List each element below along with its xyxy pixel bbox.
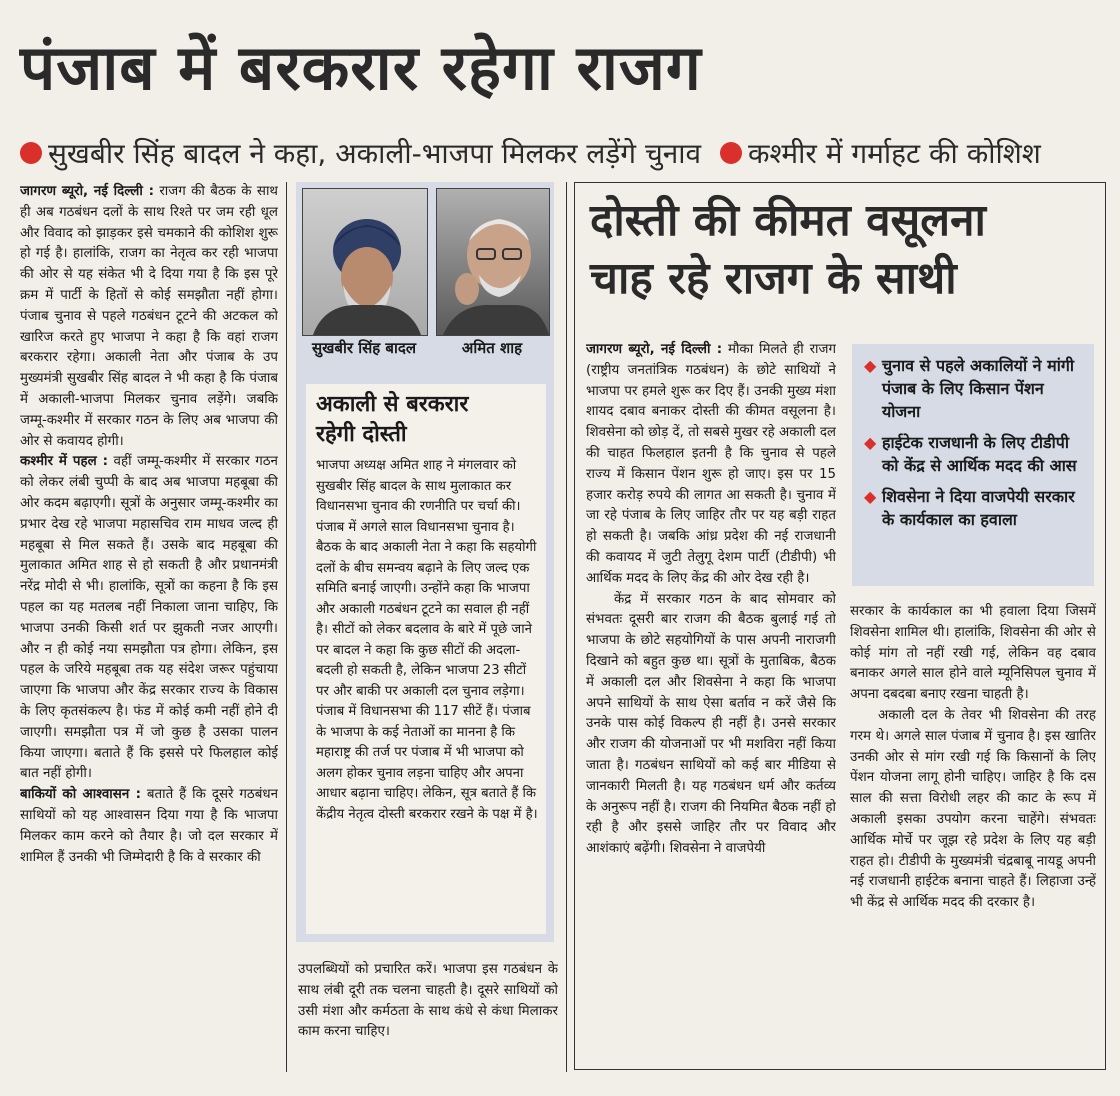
photo-sukhbir-badal: [302, 188, 428, 336]
red-bullet-icon: [720, 142, 742, 164]
caption-amit: अमित शाह: [461, 339, 523, 357]
highlight-item: [864, 431, 1084, 477]
person-portrait-icon: [303, 189, 427, 335]
main-headline: पंजाब में बरकरार रहेगा राजग: [20, 31, 702, 104]
right-paragraph-1: मौका मिलते ही राजग (राष्ट्रीय जनतांत्रिक गठबंधन) के छोटे साथियों ने भाजपा पर हमले शुरू कर दिए हैं। उनकी मुख्य मंशा शायद दबाव बनाकर दोस्ती की कीमत वसूलना है। शिवसेना को छोड़ दें, तो सबसे मुखर रहे अकाली दल की चाहत फिलहाल इतनी है कि चुनाव से पहले राज्य में किसान पेंशन शुरू हो जाए। इस पर 15 हजार करोड़ रुपये की लागत आ सकती है। चुनाव में जा रहे पंजाब के लिए जाहिर तौर पर यह बड़ी राहत हो सकती है। जबकि आंध्र प्रदेश की नई राजधानी की कवायद में जुटी तेलुगू देशम पार्टी (टीडीपी) भी आर्थिक मदद के लिए केंद्र की ओर देख रही है।: [586, 342, 836, 586]
dateline-left: जागरण ब्यूरो, नई दिल्ली :: [20, 184, 154, 199]
highlight-text: शिवसेना ने दिया वाजपेयी सरकार के कार्यकाल का हवाला: [882, 487, 1075, 529]
right-paragraph-2: केंद्र में सरकार गठन के बाद सोमवार को संभवतः दूसरी बार राजग की बैठक बुलाई गई तो भाजपा के छोटे सहयोगियों के पास अपनी नाराजगी दिखाने को बहुत कुछ था। सूत्रों के मुताबिक, बैठक में अकाली दल और शिवसेना ने कहा कि भाजपा अपने साथियों के साथ ऐसा बर्ताव न करें जैसे कि उनके पास कोई विकल्प ही नहीं है। उनसे सरकार और राजग की योजनाओं पर भी मशविरा नहीं किया जाता है। गठबंधन साथियों को कई बार मीडिया से जानकारी मिलती है। यह गठबंधन धर्म और कर्तव्य के अनुरूप नहीं है। राजग की नियमित बैठक नहीं हो रही है और इससे जाहिर तौर पर विवाद और आशंकाएं बढ़ेंगी। शिवसेना ने वाजपेयी: [586, 591, 836, 857]
right-paragraph-3: सरकार के कार्यकाल का भी हवाला दिया जिसमें शिवसेना शामिल थी। हालांकि, शिवसेना की ओर से कोई मांग तो नहीं रखी गई, लेकिन वह दबाव बनाकर अगले साल होने वाले म्यूनिसिपल चुनाव में अपना दबदबा बनाए रखना चाहती है।: [850, 604, 1096, 703]
red-bullet-icon: [20, 142, 42, 164]
left-paragraph-1: राजग की बैठक के साथ ही अब गठबंधन दलों के साथ रिश्ते पर जम रही धूल और विवाद को झाड़कर इसे चमकाने की कोशिश शुरू हो गई है। हालांकि, राजग का नेतृत्व कर रही भाजपा की ओर से यह संकेत भी दे दिया गया है कि इस पूरे क्रम में पार्टी के हितों से कोई समझौता नहीं होगा। पंजाब चुनाव से पहले गठबंधन टूटने की अटकल को खारिज करते हुए भाजपा ने कहा है कि वहां राजग बरकरार रहेगा। अकाली नेता और पंजाब के उप मुख्यमंत्री सुखबीर सिंह बादल ने भी कहा है कि पंजाब में अकाली-भाजपा मिलकर चुनाव लड़ेंगे। जबकि जम्मू-कश्मीर में सरकार गठन के लिए अब भाजपा की ओर से कवायद होगी।: [20, 184, 278, 449]
diamond-bullet-icon: ◆: [864, 356, 877, 375]
left-paragraph-2: वहीं जम्मू-कश्मीर में सरकार गठन को लेकर लंबी चुप्पी के बाद अब भाजपा महबूबा की ओर कदम बढ़ाएगी। सूत्रों के अनुसार जम्मू-कश्मीर का प्रभार देख रहे भाजपा महासचिव राम माधव जल्द ही महबूबा से मिल सकते हैं। उसके बाद महबूबा की मुलाकात अमित शाह से हो सकती है और प्रधानमंत्री नरेंद्र मोदी से भी। हालांकि, सूत्रों का कहना है कि इस पहल का यह मतलब नहीं निकाला जाना चाहिए, कि भाजपा उनकी किसी शर्त पर झुकती नजर आएगी। और न ही कोई नया समझौता पत्र होगा। लेकिन, इस पहल के जरिये महबूबा तक यह संदेश जरूर पहुंचाया जाएगा कि भाजपा और केंद्र सरकार राज्य के विकास के लिए कृतसंकल्प है। फंड में कोई कमी नहीं होने दी जाएगी। समझौता पत्र में जो कुछ है उसका पालन किया जाएगा। बताते हैं कि इससे परे फिलहाल कोई बात नहीं होगी।: [20, 454, 278, 782]
highlight-text: हाईटेक राजधानी के लिए टीडीपी को केंद्र से आर्थिक मदद की आस: [882, 433, 1077, 475]
right-column-a: [586, 340, 836, 1060]
highlights-box: [852, 344, 1094, 586]
subheadline-1: सुखबीर सिंह बादल ने कहा, अकाली-भाजपा मिलकर लड़ेंगे चुनाव: [48, 137, 702, 170]
right-column-b: [850, 602, 1096, 1060]
kashmir-label: कश्मीर में पहल :: [20, 454, 108, 470]
highlight-text: चुनाव से पहले अकालियों ने मांगी पंजाब के लिए किसान पेंशन योजना: [882, 356, 1074, 421]
subheadline-2: कश्मीर में गर्माहट की कोशिश: [748, 137, 1041, 170]
middle-box-body: भाजपा अध्यक्ष अमित शाह ने मंगलवार को सुखबीर सिंह बादल के साथ मुलाकात कर विधानसभा चुनाव की रणनीति पर चर्चा की। पंजाब में अगले साल विधानसभा चुनाव है। बैठक के बाद अकाली नेता ने कहा कि सहयोगी दलों के बीच समन्वय बढ़ाने के लिए जल्द एक समिति बनाई जाएगी। उन्होंने कहा कि भाजपा और अकाली गठबंधन टूटने का सवाल ही नहीं है। सीटों को लेकर बदलाव के बारे में पूछे जाने पर बादल ने कहा कि कुछ सीटों की अदला-बदली हो सकती है, लेकिन भाजपा 23 सीटों पर और बाकी पर अकाली दल चुनाव लड़ेगा। पंजाब में विधानसभा की 117 सीटें हैं। पंजाब के भाजपा के कई नेताओं का मानना है कि महाराष्ट्र की तर्ज पर पंजाब में भी भाजपा को अलग होकर चुनाव लड़ना चाहिए और अपना आधार बढ़ाना चाहिए। लेकिन, सूत्र बताते हैं कि केंद्रीय नेतृत्व दोस्ती बरकरार रखने के पक्ष में है।: [316, 458, 538, 822]
right-headline-line1: दोस्ती की कीमत वसूलना: [590, 195, 986, 246]
right-headline: [590, 192, 1100, 308]
assurance-label: बाकियों को आश्वासन :: [20, 787, 141, 803]
middle-bottom-paragraph: उपलब्धियों को प्रचारित करें। भाजपा इस गठबंधन के साथ लंबी दूरी तक चलना चाहती है। दूसरे साथियों को उसी मंशा और कर्मठता के साथ कंधे से कंधा मिलाकर काम करना चाहिए।: [298, 962, 558, 1040]
left-paragraph-3: बताते हैं कि दूसरे गठबंधन साथियों को यह आश्वासन दिया गया है कि भाजपा मिलकर काम करने को तैयार है। जो दल सरकार में शामिल हैं उनकी भी जिम्मेदारी है कि वे सरकार की: [20, 787, 278, 865]
dateline-right: जागरण ब्यूरो, नई दिल्ली :: [586, 342, 723, 357]
right-headline-line2: चाह रहे राजग के साथी: [590, 253, 957, 304]
highlight-item: [864, 354, 1084, 423]
right-paragraph-4: अकाली दल के तेवर भी शिवसेना की तरह गरम थे। अगले साल पंजाब में चुनाव है। इस खातिर उनकी ओर से मांग रखी गई कि किसानों के लिए पेंशन योजना लागू होनी चाहिए। जाहिर है कि दस साल की सत्ता विरोधी लहर की काट के रूप में अकाली इसका उपयोग करना चाहेंगे। संभवतः आर्थिक मोर्चे पर जूझ रहे प्रदेश के लिए यह बड़ी राहत हो। टीडीपी के मुख्यमंत्री चंद्रबाबू नायडू अपनी नई राजधानी हाईटेक बनाना चाहते हैं। लिहाजा उन्हें भी केंद्र से आर्थिक मदद की दरकार है।: [850, 707, 1096, 911]
diamond-bullet-icon: ◆: [864, 433, 877, 452]
person-portrait-icon: [437, 189, 549, 335]
photo-amit-shah: [436, 188, 550, 336]
left-column: [20, 182, 278, 1068]
middle-box-title-line2: रहेगी दोस्ती: [316, 422, 407, 447]
middle-box-title-line1: अकाली से बरकरार: [316, 392, 469, 417]
caption-sukhbir: सुखबीर सिंह बादल: [311, 339, 416, 357]
column-divider: [286, 182, 287, 1072]
diamond-bullet-icon: ◆: [864, 487, 877, 506]
middle-box-title: [316, 390, 542, 450]
column-divider: [566, 182, 567, 1072]
highlight-item: [864, 485, 1084, 531]
subheadline: [20, 130, 1110, 178]
